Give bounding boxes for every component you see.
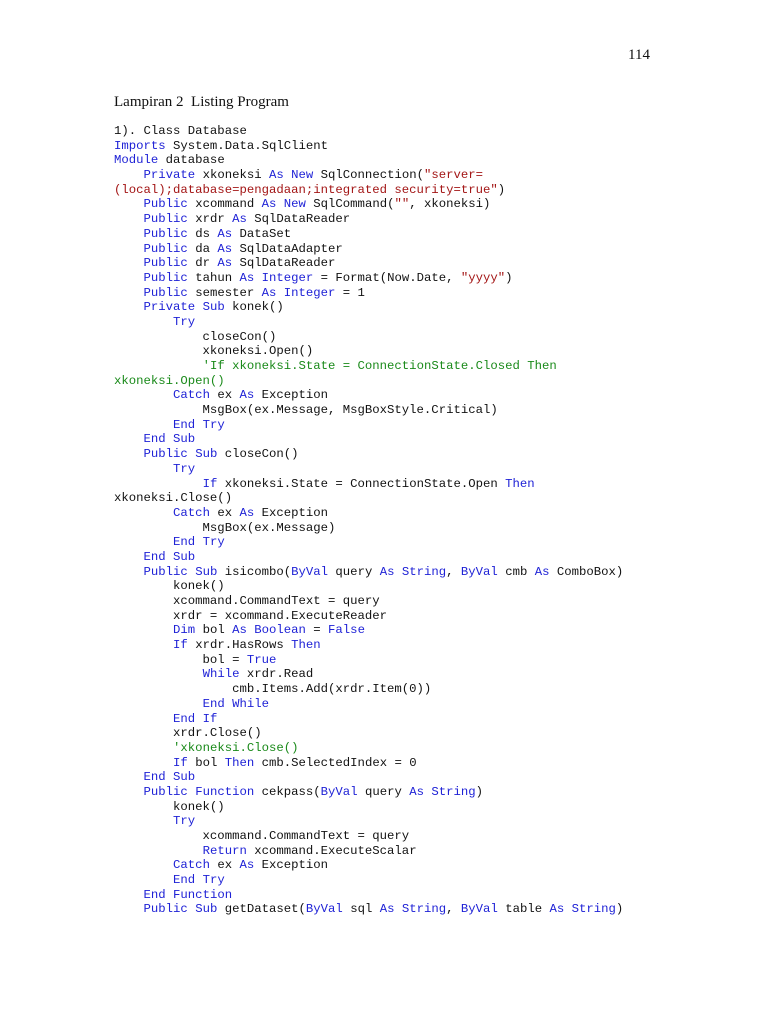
code-line [114, 653, 754, 668]
code-token: xcommand.CommandText = query [114, 594, 380, 608]
code-token: "yyyy" [460, 270, 506, 285]
code-token [114, 168, 144, 182]
code-token: Return [202, 843, 247, 858]
code-line [114, 124, 754, 139]
code-token [114, 770, 144, 784]
code-line [114, 712, 754, 727]
code-token [114, 535, 173, 549]
code-token: As [239, 505, 255, 520]
code-token: "server= [423, 168, 484, 183]
code-token: Sub [195, 902, 218, 917]
code-token: As [217, 256, 233, 271]
code-token: (local);database=pengadaan;integrated security=true" [114, 182, 498, 197]
code-token: dr [187, 256, 218, 271]
code-token: Function [195, 784, 255, 799]
code-token: Public [143, 784, 188, 799]
code-token: As [217, 241, 233, 256]
code-line [114, 300, 754, 315]
code-token: xcommand.CommandText = query [114, 829, 410, 843]
code-token: String [431, 784, 476, 799]
code-token [114, 697, 203, 711]
code-line [114, 858, 754, 873]
code-token [114, 814, 173, 828]
code-token: If [173, 755, 188, 770]
code-token: ex [209, 505, 240, 520]
code-token: Private [143, 168, 196, 183]
code-token [394, 565, 401, 579]
code-token: Catch [173, 858, 210, 873]
code-token: SqlDataReader [246, 212, 351, 227]
page-number: 114 [628, 47, 650, 63]
code-token [114, 741, 173, 755]
code-token: Try [173, 314, 196, 329]
code-line [114, 477, 754, 492]
code-token [114, 667, 203, 681]
code-token: As [232, 623, 247, 638]
code-token: konek() [224, 300, 284, 315]
code-token: Integer [283, 285, 336, 300]
code-token [114, 550, 144, 564]
code-token: bol [195, 623, 233, 638]
code-token: SqlDataReader [232, 256, 336, 271]
code-line [114, 579, 754, 594]
code-token [276, 286, 283, 300]
code-token: xkoneksi.Close() [114, 491, 233, 506]
code-line [114, 330, 754, 345]
code-token: End Try [173, 417, 225, 432]
code-token: xkoneksi.Open() [114, 373, 225, 388]
code-line [114, 888, 754, 903]
code-token: Then [291, 638, 321, 653]
code-token: xrdr.HasRows [187, 638, 292, 653]
code-token: closeCon() [217, 447, 299, 462]
code-token: cmb [497, 564, 535, 579]
code-token [114, 286, 144, 300]
code-token: cmb.Items.Add(xrdr.Item(0)) [114, 682, 432, 697]
code-token [114, 359, 203, 373]
code-token [114, 902, 144, 916]
code-token: , [446, 564, 461, 579]
code-token: End While [202, 696, 269, 711]
code-token: As [239, 270, 255, 285]
code-token: Private [143, 300, 196, 315]
code-token: As [534, 564, 550, 579]
code-line [114, 491, 754, 506]
code-token: DataSet [232, 226, 292, 241]
code-token: New [291, 168, 314, 183]
code-line [114, 697, 754, 712]
code-line [114, 638, 754, 653]
code-line [114, 242, 754, 257]
code-token [114, 462, 173, 476]
code-token: sql [342, 902, 380, 917]
code-token: End Try [173, 535, 225, 550]
code-token: Sub [195, 564, 218, 579]
code-line [114, 227, 754, 242]
code-token: System.Data.SqlClient [165, 138, 329, 153]
code-token: Sub [195, 447, 218, 462]
code-token: Exception [254, 505, 329, 520]
code-token: While [202, 667, 240, 682]
code-line [114, 403, 754, 418]
code-token [114, 256, 144, 270]
code-line [114, 844, 754, 859]
code-line [114, 212, 754, 227]
code-token: String [401, 564, 447, 579]
code-token [114, 756, 173, 770]
code-token: As [261, 197, 277, 212]
code-token [114, 315, 173, 329]
code-token: Try [173, 814, 196, 829]
code-token: "" [394, 197, 410, 212]
code-line [114, 902, 754, 917]
code-token: SqlConnection( [313, 168, 424, 183]
code-token: getDataset( [217, 902, 306, 917]
code-token: xrdr.Close() [114, 726, 262, 741]
code-token: As [379, 564, 395, 579]
code-token: As [217, 226, 233, 241]
code-token [114, 197, 144, 211]
code-line [114, 139, 754, 154]
code-token: End Sub [143, 770, 196, 785]
code-line [114, 462, 754, 477]
code-line [114, 183, 754, 198]
code-line [114, 770, 754, 785]
code-token: = [305, 623, 329, 638]
code-token: Module [114, 153, 159, 168]
code-token: ex [209, 858, 240, 873]
code-token: ByVal [291, 564, 329, 579]
code-line [114, 418, 754, 433]
code-line [114, 800, 754, 815]
code-token: ByVal [320, 784, 358, 799]
code-token: bol = [114, 652, 247, 667]
code-token: table [497, 902, 550, 917]
code-line [114, 726, 754, 741]
code-token [114, 447, 144, 461]
code-token: Public [143, 902, 188, 917]
code-token [114, 477, 203, 491]
code-token: If [202, 476, 218, 491]
code-token: Exception [254, 858, 329, 873]
code-token: MsgBox(ex.Message) [114, 520, 336, 535]
code-token: Catch [173, 505, 210, 520]
code-token: If [173, 638, 188, 653]
code-token: xrdr = xcommand.ExecuteReader [114, 608, 388, 623]
code-token [114, 212, 144, 226]
code-token: , xkoneksi) [409, 197, 491, 212]
code-line [114, 829, 754, 844]
code-token [114, 638, 173, 652]
code-token [564, 902, 571, 916]
code-token: New [283, 197, 306, 212]
code-token [114, 432, 144, 446]
code-token: MsgBox(ex.Message, MsgBoxStyle.Critical) [114, 403, 498, 418]
code-token: SqlCommand( [305, 197, 395, 212]
code-token [114, 844, 203, 858]
code-token [114, 418, 173, 432]
code-token [114, 785, 144, 799]
code-line [114, 682, 754, 697]
code-token: Try [173, 461, 196, 476]
code-token [114, 873, 173, 887]
code-token [195, 300, 202, 314]
code-token: xkoneksi.State = ConnectionState.Open [217, 476, 506, 491]
code-line [114, 271, 754, 286]
code-token: As [239, 858, 255, 873]
code-token: Catch [173, 388, 210, 403]
code-token: xkoneksi.Open() [114, 344, 314, 359]
code-line [114, 550, 754, 565]
code-line [114, 785, 754, 800]
code-token [114, 565, 144, 579]
code-token: xkoneksi [195, 168, 269, 183]
section-title: Lampiran 2 Listing Program [114, 94, 289, 110]
code-token: As [239, 388, 255, 403]
code-token: Boolean [254, 623, 306, 638]
code-token: Dim [173, 623, 196, 638]
code-token: da [187, 241, 218, 256]
code-line [114, 609, 754, 624]
code-token: Exception [254, 388, 329, 403]
code-line [114, 741, 754, 756]
code-line [114, 756, 754, 771]
code-token: bol [187, 755, 225, 770]
code-token: String [401, 902, 447, 917]
code-line [114, 814, 754, 829]
code-token: cekpass( [254, 784, 321, 799]
code-token: End Try [173, 873, 225, 888]
code-token: 1). Class Database [114, 124, 247, 138]
code-line [114, 374, 754, 389]
code-token [114, 300, 144, 314]
code-token: database [158, 153, 225, 168]
code-token: closeCon() [114, 329, 277, 344]
code-line [114, 256, 754, 271]
code-token: semester [187, 285, 262, 300]
code-token [276, 197, 283, 211]
code-token: String [571, 902, 616, 917]
code-token: 'xkoneksi.Close() [173, 740, 299, 755]
code-token: ) [475, 784, 484, 799]
code-line [114, 594, 754, 609]
code-token: Then [505, 476, 535, 491]
code-token: konek() [114, 579, 225, 594]
code-token: End Function [143, 887, 233, 902]
code-token [114, 623, 173, 637]
code-token: Sub [202, 300, 225, 315]
code-token: False [328, 623, 365, 638]
code-token: konek() [114, 799, 225, 814]
code-token: As [232, 212, 247, 227]
code-token: As [409, 784, 424, 799]
code-line [114, 873, 754, 888]
code-token: ex [209, 388, 240, 403]
code-token: Public [143, 447, 188, 462]
code-token: Then [224, 755, 255, 770]
code-token: Public [143, 197, 188, 212]
code-token: End Sub [143, 549, 196, 564]
code-line [114, 168, 754, 183]
code-token [114, 271, 144, 285]
code-token: Public [143, 241, 188, 256]
code-token: True [246, 652, 277, 667]
code-token: Imports [114, 138, 166, 153]
code-token: As [549, 902, 565, 917]
code-token: ByVal [460, 902, 498, 917]
code-token: = 1 [335, 285, 365, 300]
code-token [114, 888, 144, 902]
code-token: Public [143, 226, 188, 241]
code-token [394, 902, 401, 916]
code-line [114, 359, 754, 374]
code-line [114, 521, 754, 536]
code-token: Public [143, 564, 188, 579]
code-token: Public [143, 212, 188, 227]
code-token: , [446, 902, 461, 917]
code-line [114, 565, 754, 580]
code-token: xrdr.Read [239, 667, 314, 682]
code-token: Integer [261, 270, 314, 285]
code-line [114, 432, 754, 447]
code-token: cmb.SelectedIndex = 0 [254, 755, 417, 770]
code-token: isicombo( [217, 564, 292, 579]
code-token: SqlDataAdapter [232, 241, 343, 256]
code-token [114, 242, 144, 256]
code-line [114, 506, 754, 521]
code-token: Public [143, 270, 188, 285]
code-token: ) [615, 902, 624, 917]
code-line [114, 197, 754, 212]
code-token [114, 506, 173, 520]
code-token [114, 388, 173, 402]
code-token: xrdr [187, 212, 233, 227]
code-line [114, 344, 754, 359]
code-token [114, 227, 144, 241]
code-token: tahun [187, 270, 240, 285]
code-token: End If [173, 711, 218, 726]
code-token: Public [143, 256, 188, 271]
code-token: As [261, 285, 277, 300]
code-token: 'If xkoneksi.State = ConnectionState.Closed Then [202, 359, 557, 373]
code-token: xcommand.ExecuteScalar [246, 843, 417, 858]
code-line [114, 315, 754, 330]
code-token: ByVal [305, 902, 343, 917]
code-listing [114, 124, 754, 917]
code-token [114, 712, 173, 726]
code-token: = Format(Now.Date, [313, 270, 461, 285]
code-line [114, 623, 754, 638]
code-token [114, 858, 173, 872]
code-line [114, 153, 754, 168]
code-token [254, 271, 261, 285]
code-token: ByVal [460, 564, 498, 579]
code-line [114, 667, 754, 682]
code-token: ) [505, 270, 513, 285]
code-token: ds [187, 226, 218, 241]
code-token: query [357, 784, 410, 799]
code-line [114, 388, 754, 403]
code-line [114, 286, 754, 301]
code-token: As [379, 902, 395, 917]
code-line [114, 447, 754, 462]
code-token: ) [497, 182, 506, 197]
code-token: xcommand [187, 197, 262, 212]
code-token: As [268, 168, 284, 183]
code-line [114, 535, 754, 550]
code-token: ComboBox) [549, 564, 624, 579]
code-token: Public [143, 285, 188, 300]
code-token: End Sub [143, 432, 196, 447]
code-token: query [328, 564, 380, 579]
